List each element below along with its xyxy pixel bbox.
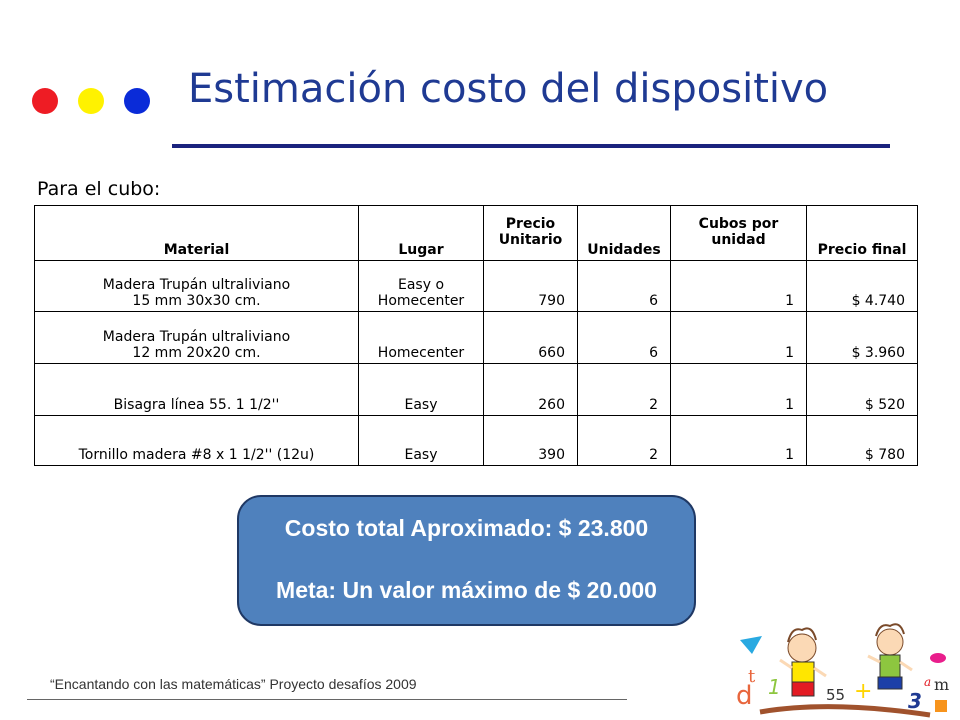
cell-final: $ 3.960 [807, 312, 918, 364]
header-unidades: Unidades [578, 206, 671, 261]
cell-unidades: 6 [578, 312, 671, 364]
table-row [35, 312, 918, 364]
cell-final: $ 4.740 [807, 261, 918, 312]
cell-cubos: 1 [671, 364, 807, 416]
lugar-line-2: Homecenter [377, 293, 465, 309]
material-line-1: Madera Trupán ultraliviano [102, 329, 291, 345]
material-line-1: Madera Trupán ultraliviano [102, 277, 291, 293]
header-precio-final: Precio final [807, 206, 918, 261]
header-precio-unitario: Precio Unitario [484, 206, 578, 261]
cell-final: $ 780 [807, 416, 918, 466]
cell-final: $ 520 [807, 364, 918, 416]
decor-number-55: 55 [826, 686, 846, 704]
cell-material: Bisagra línea 55. 1 1/2'' [35, 364, 359, 416]
footer-divider [27, 699, 627, 700]
material-line-2: 15 mm 30x30 cm. [132, 293, 261, 309]
yellow-dot [78, 88, 104, 114]
decor-number-1: 1 [768, 675, 781, 699]
cell-unidades: 6 [578, 261, 671, 312]
red-dot [32, 88, 58, 114]
cell-lugar [359, 261, 484, 312]
decor-letter-d: d [736, 681, 753, 711]
material-line-2: 12 mm 20x20 cm. [132, 345, 261, 361]
table-row [35, 261, 918, 312]
orange-square-shape [935, 700, 947, 712]
cell-cubos: 1 [671, 261, 807, 312]
table-header-row [35, 206, 918, 261]
decor-number-3: 3 [908, 689, 922, 713]
cell-cubos: 1 [671, 416, 807, 466]
kid-left-figure [780, 628, 826, 696]
blue-dot [124, 88, 150, 114]
cell-lugar: Easy [359, 416, 484, 466]
title-underline [172, 144, 890, 148]
cell-material [35, 312, 359, 364]
decor-letter-m: m [934, 675, 950, 694]
cell-lugar: Easy [359, 364, 484, 416]
ground-swirl-shape [760, 707, 930, 715]
cost-table [34, 205, 918, 466]
cell-unidades: 2 [578, 416, 671, 466]
cell-unidades: 2 [578, 364, 671, 416]
cell-precio: 390 [484, 416, 578, 466]
cell-precio: 790 [484, 261, 578, 312]
kids-math-illustration [730, 620, 960, 720]
footer-credit: “Encantando con las matemáticas” Proyecto desafíos 2009 [50, 676, 417, 692]
cell-cubos: 1 [671, 312, 807, 364]
lugar-line-1: Easy o [397, 277, 445, 293]
cell-lugar: Homecenter [359, 312, 484, 364]
goal-text: Meta: Un valor máximo de $ 20.000 [276, 577, 657, 603]
cell-precio: 260 [484, 364, 578, 416]
cost-summary-box [237, 495, 696, 626]
cell-precio: 660 [484, 312, 578, 364]
table-row [35, 416, 918, 466]
header-material: Material [35, 206, 359, 261]
total-cost-text: Costo total Aproximado: $ 23.800 [284, 515, 649, 541]
table-row [35, 364, 918, 416]
decor-letter-a: a [924, 675, 932, 689]
header-cubos: Cubos por unidad [671, 206, 807, 261]
blue-triangle-shape [740, 636, 762, 654]
section-subtitle: Para el cubo: [37, 178, 161, 200]
kid-right-figure [868, 624, 912, 689]
cell-material: Tornillo madera #8 x 1 1/2'' (12u) [35, 416, 359, 466]
pink-oval-shape [930, 653, 946, 663]
decor-plus: + [854, 679, 873, 704]
cell-material [35, 261, 359, 312]
page-title: Estimación costo del dispositivo [188, 66, 829, 112]
header-lugar: Lugar [359, 206, 484, 261]
decor-letter-t: t [748, 666, 756, 687]
